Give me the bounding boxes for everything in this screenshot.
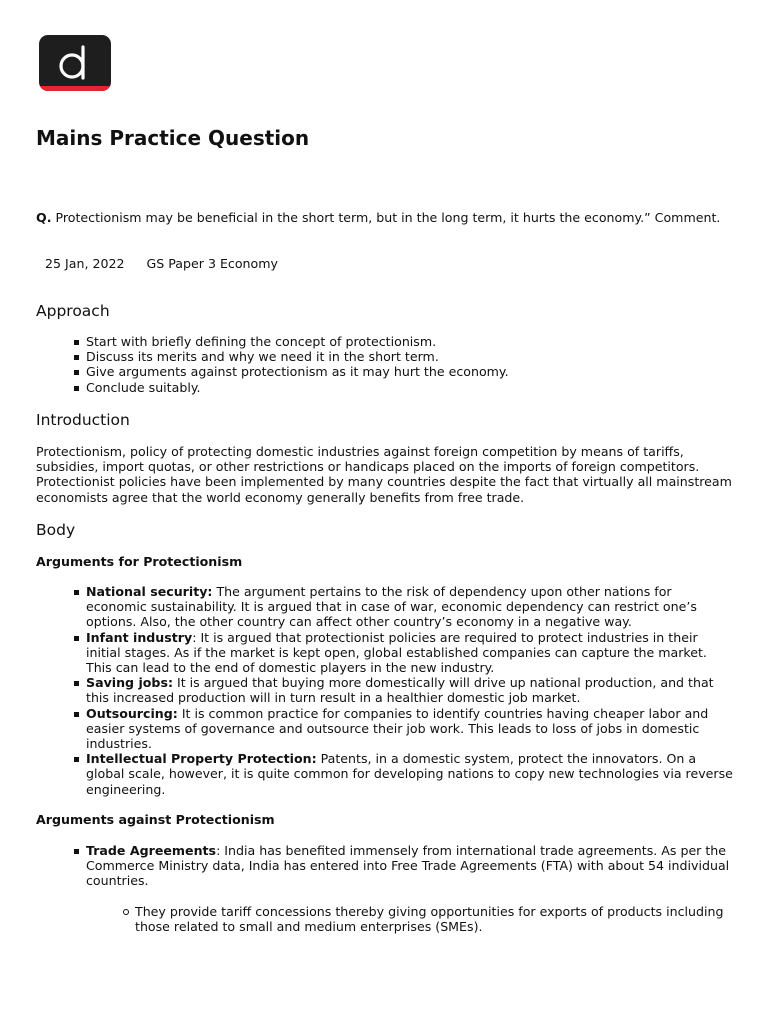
item-term: Intellectual Property Protection: — [86, 751, 317, 767]
item-term: Saving jobs: — [86, 675, 173, 691]
list-item: They provide tariff concessions thereby giving opportunities for exports of products including those related to small and medium enterprises (SMEs). — [36, 904, 736, 934]
question-prefix: Q. — [36, 210, 52, 225]
item-term: Trade Agreements — [86, 843, 217, 858]
question-date: 25 Jan, 2022 — [45, 256, 125, 271]
introduction-heading: Introduction — [36, 411, 130, 429]
arguments-against-heading: Arguments against Protectionism — [36, 812, 275, 827]
list-item: Give arguments against protectionism as it may hurt the economy. — [36, 364, 736, 379]
list-item — [36, 630, 736, 676]
list-item — [36, 584, 736, 630]
introduction-text: Protectionism, policy of protecting domestic industries against foreign competition by means of tariffs, subsidies, import quotas, or other restrictions or handicaps placed on the imports of foreign competitors. Protectionist policies have been implemented by many countries despite the fact that virtually all mainstream economists agree that the world economy generally benefits from free trade. — [36, 444, 732, 505]
question-text — [36, 210, 736, 225]
item-text: It is common practice for companies to identify countries having cheaper labor and easier systems of governance and outsource their job work. This leads to loss of jobs in domestic industries. — [86, 705, 709, 752]
list-item: Start with briefly defining the concept of protectionism. — [36, 334, 736, 349]
question-body: Protectionism may be beneficial in the short term, but in the long term, it hurts the economy.” Comment. — [55, 210, 721, 225]
item-text: : India has benefited immensely from international trade agreements. As per the Commerce Ministry data, India has entered into Free Trade Agreements (FTA) with about 54 individual countries. — [86, 843, 730, 889]
drishti-logo[interactable] — [39, 35, 111, 91]
logo-accent-bar — [39, 86, 111, 91]
item-text: It is argued that buying more domestically will drive up national production, and that this increased production will in turn result in a healthier domestic job market. — [86, 675, 714, 706]
approach-list — [36, 334, 736, 395]
arguments-for-heading: Arguments for Protectionism — [36, 554, 243, 569]
arguments-against-sublist — [36, 904, 736, 934]
list-item: Discuss its merits and why we need it in the short term. — [36, 349, 736, 364]
page-title: Mains Practice Question — [36, 126, 310, 150]
list-item — [36, 843, 736, 889]
list-item — [36, 706, 736, 752]
body-heading: Body — [36, 521, 76, 539]
list-item — [36, 675, 736, 705]
item-term: Infant industry — [86, 629, 193, 645]
arguments-against-list — [36, 843, 736, 889]
approach-heading: Approach — [36, 302, 110, 320]
item-term: Outsourcing: — [86, 705, 178, 721]
list-item: Conclude suitably. — [36, 380, 736, 395]
item-text: : It is argued that protectionist policies are required to protect industries in their initial stages. As if the market is kept open, global established companies can capture the market. This can lead to the end of domestic players in the new industry. — [86, 629, 707, 676]
item-text: Patents, in a domestic system, protect the innovators. On a global scale, however, it is quite common for developing nations to copy new technologies via reverse engineering. — [86, 751, 733, 797]
logo-letter-d-icon — [39, 35, 111, 91]
item-text: The argument pertains to the risk of dependency upon other nations for economic sustainability. It is argued that in case of war, economic dependency can restrict one’s options. Also, the other country can affect other country’s economy in a negative way. — [86, 584, 697, 630]
question-meta — [45, 256, 278, 271]
question-tag[interactable]: GS Paper 3 Economy — [146, 256, 278, 271]
list-item — [36, 751, 736, 797]
arguments-for-list — [36, 584, 736, 797]
item-term: National security: — [86, 584, 213, 599]
